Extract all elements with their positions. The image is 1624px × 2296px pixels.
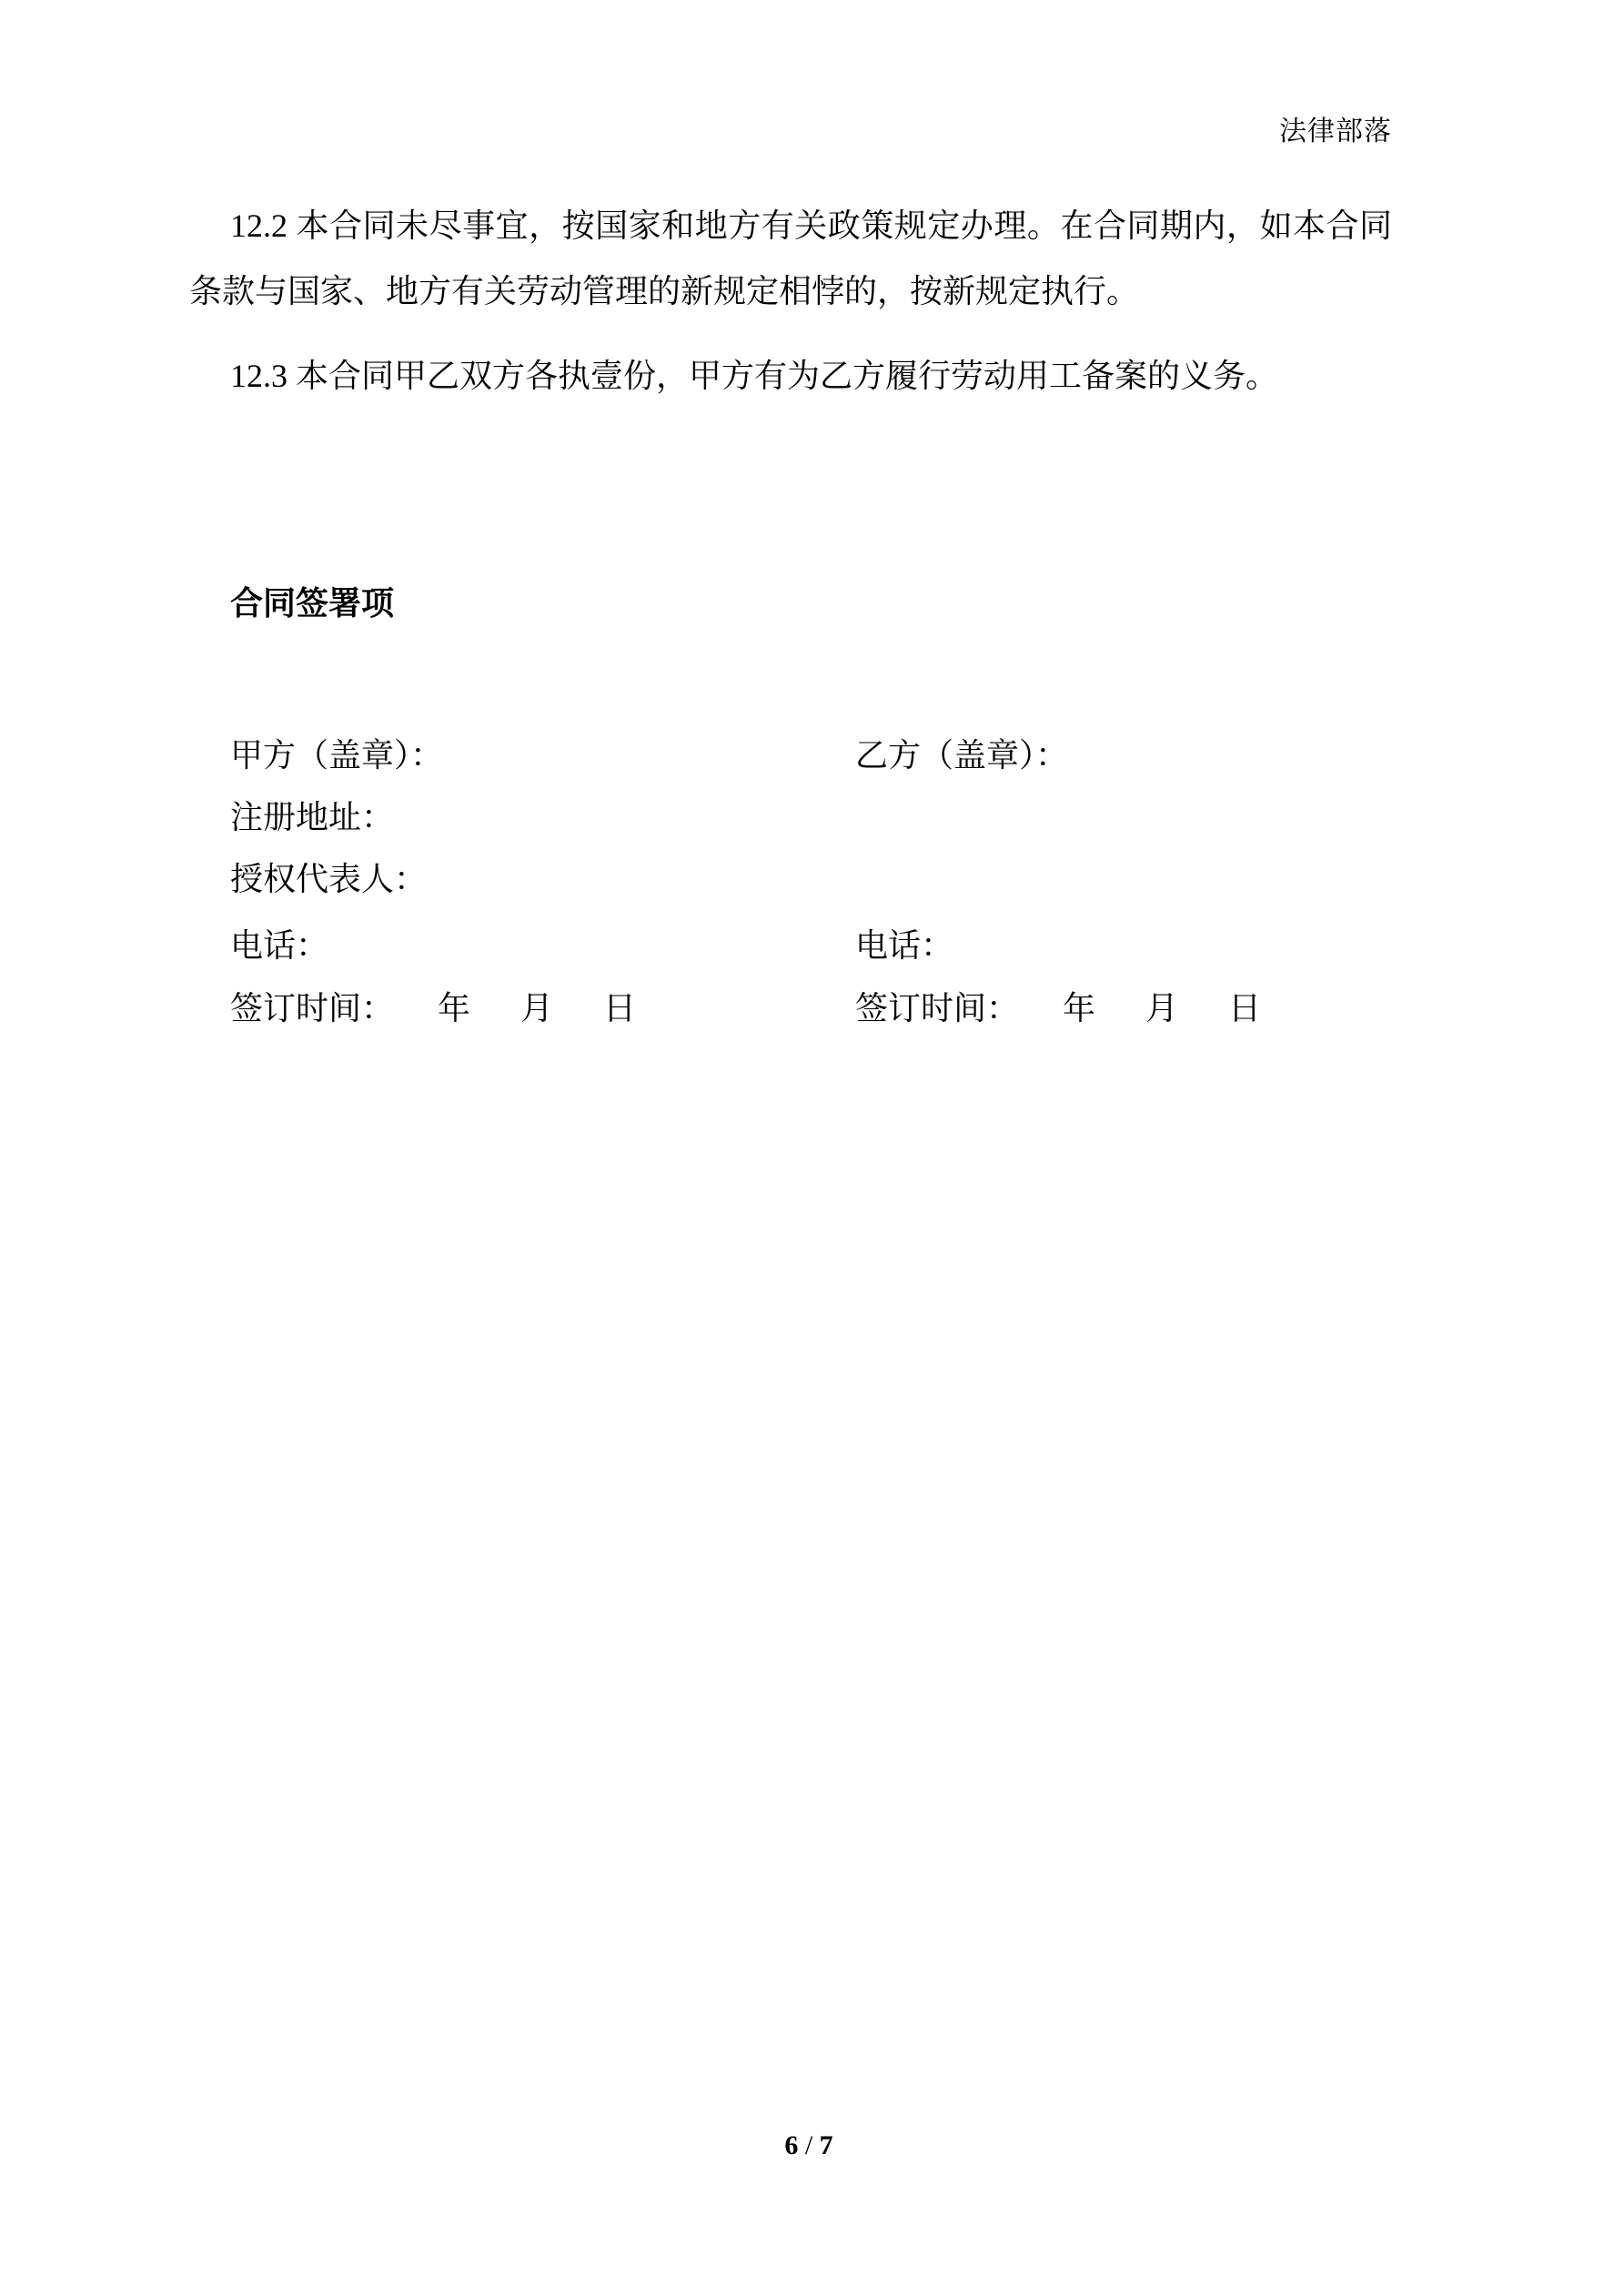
clause-12-2-line-1: 12.2 本合同未尽事宜，按国家和地方有关政策规定办理。在合同期内，如本合同 [230, 207, 1392, 244]
clause-12-3-line-1: 12.3 本合同甲乙双方各执壹份，甲方有为乙方履行劳动用工备案的义务。 [230, 358, 1279, 394]
clause-12-2 [189, 193, 1431, 324]
party-b-sign-date-label: 签订时间： [855, 990, 1020, 1027]
signature-row-phone [0, 924, 1624, 967]
page-number-current: 6 [784, 2130, 799, 2160]
page-number-separator: / [798, 2130, 820, 2160]
party-a-seal-label: 甲方（盖章）： [230, 737, 444, 774]
party-b-phone-label: 电话： [855, 927, 954, 964]
party-a-sign-date-label: 签订时间： [230, 990, 395, 1027]
signature-row-address [0, 795, 1624, 839]
clause-12-3 [189, 343, 1431, 409]
signature-section-heading: 合同签署项 [230, 585, 395, 622]
party-b-day-label: 日 [1228, 990, 1262, 1027]
party-a-sign-date [230, 986, 636, 1030]
party-a-year-label: 年 [438, 990, 471, 1027]
clause-12-2-line-2: 条款与国家、地方有关劳动管理的新规定相悖的，按新规定执行。 [189, 273, 1140, 309]
page-number-total: 7 [819, 2130, 833, 2160]
signature-row-party [0, 733, 1624, 777]
signature-row-representative [0, 857, 1624, 901]
signature-row-sign-date [0, 986, 1624, 1030]
party-b-sign-date [855, 986, 1261, 1030]
party-a-day-label: 日 [603, 990, 637, 1027]
registered-address-label: 注册地址： [230, 799, 395, 835]
party-b-year-label: 年 [1063, 990, 1096, 1027]
party-a-month-label: 月 [520, 990, 554, 1027]
party-b-month-label: 月 [1145, 990, 1179, 1027]
authorized-representative-label: 授权代表人： [230, 861, 428, 897]
party-a-phone-label: 电话： [230, 927, 329, 964]
party-b-seal-label: 乙方（盖章）： [855, 737, 1069, 774]
page-header-text: 法律部落 [1279, 116, 1392, 147]
page-number [189, 2128, 1428, 2164]
